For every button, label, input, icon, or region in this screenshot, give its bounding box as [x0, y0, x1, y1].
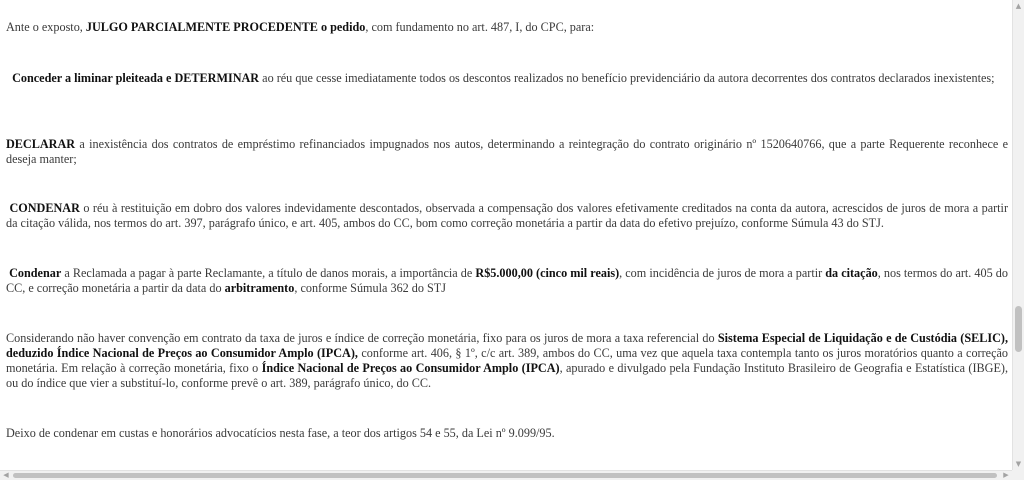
paragraph-restitution	[6, 201, 1012, 231]
paragraph-costs	[6, 426, 1008, 441]
vertical-scrollbar[interactable]	[1012, 0, 1024, 470]
bold-text-run: Condenar	[9, 266, 62, 280]
text-run: Considerando não haver convenção em contrato da taxa de juros e índice de correção monetária, fixo para os juros de mora a taxa referencial do	[6, 331, 718, 345]
text-run: a Reclamada a pagar à parte Reclamante, a título de danos morais, a importância de	[61, 266, 476, 280]
bold-text-run: JULGO PARCIALMENTE PROCEDENTE o pedido	[85, 20, 366, 34]
text-run: , apurado e divulgado pela Fundação Instituto Brasileiro de Geografia e Estatística (IBGE), ou do índice que vier a substituí-lo, conforme prevê o art. 389, parágrafo único, do CC.	[6, 361, 1012, 390]
scroll-up-icon[interactable]: ▲	[1015, 2, 1022, 10]
text-run: conforme art. 406, § 1º, c/c art. 389, ambos do CC, uma vez que aquela taxa contempla tanto os juros moratórios quanto a correção monetária. Em relação à correção monetária, fixo o	[6, 346, 1012, 375]
bold-text-run: CONDENAR	[9, 201, 80, 215]
text-run: , conforme Súmula 362 do STJ	[294, 281, 446, 295]
text-run: , nos termos do art. 405 do CC, e correção monetária a partir da data do	[6, 266, 1012, 295]
scroll-left-icon[interactable]: ◀	[3, 471, 9, 479]
scrollbar-corner	[1012, 470, 1024, 480]
bold-text-run: arbitramento	[224, 281, 295, 295]
scroll-right-icon[interactable]: ▶	[1003, 471, 1009, 479]
text-run: ao réu que cesse imediatamente todos os descontos realizados no benefício previdenciário da autora decorrentes dos contratos declarados inexistentes;	[259, 71, 995, 85]
bold-text-run: Índice Nacional de Preços ao Consumidor Amplo (IPCA)	[261, 361, 560, 375]
text-run: , com fundamento no art. 487, I, do CPC, para:	[365, 20, 595, 34]
vertical-scroll-thumb[interactable]	[1015, 306, 1022, 352]
bold-text-run: da citação	[825, 266, 878, 280]
scroll-down-icon[interactable]: ▼	[1015, 460, 1022, 468]
bold-text-run: Sistema Especial de Liquidação e de Custódia (SELIC), deduzido Índice Nacional de Preços ao Consumidor Amplo (IPCA),	[6, 331, 1012, 360]
paragraph-declaration	[6, 137, 1012, 167]
paragraph-injunction	[6, 71, 1008, 86]
bold-text-run: DECLARAR	[6, 137, 76, 151]
bold-text-run: R$5.000,00 (cinco mil reais)	[475, 266, 620, 280]
text-run: Deixo de condenar em custas e honorários advocatícios nesta fase, a teor dos artigos 54 e 55, da Lei nº 9.099/95.	[6, 426, 555, 440]
horizontal-scroll-thumb[interactable]	[13, 473, 997, 478]
paragraph-judgment	[6, 20, 1008, 35]
text-run: , com incidência de juros de mora a partir	[619, 266, 826, 280]
paragraph-interest-rates	[6, 331, 1012, 391]
paragraph-moral-damages	[6, 266, 1012, 296]
horizontal-scrollbar[interactable]	[0, 470, 1012, 480]
text-run: Ante o exposto,	[6, 20, 86, 34]
text-run: o réu à restituição em dobro dos valores indevidamente descontados, observada a compensação dos valores efetivamente creditados na conta da autora, acrescidos de juros de mora a partir da citação válida, nos termos do art. 397, parágrafo único, e art. 405, ambos do CC, bom como correção monetária a partir da data do efetivo prejuízo, conforme Súmula 43 do STJ.	[6, 201, 1012, 230]
bold-text-run: Conceder a liminar pleiteada e DETERMINAR	[12, 71, 260, 85]
text-run: a inexistência dos contratos de empréstimo refinanciados impugnados nos autos, determinando a reintegração do contrato originário nº 1520640766, que a parte Requerente reconhece e deseja manter;	[6, 137, 1012, 166]
